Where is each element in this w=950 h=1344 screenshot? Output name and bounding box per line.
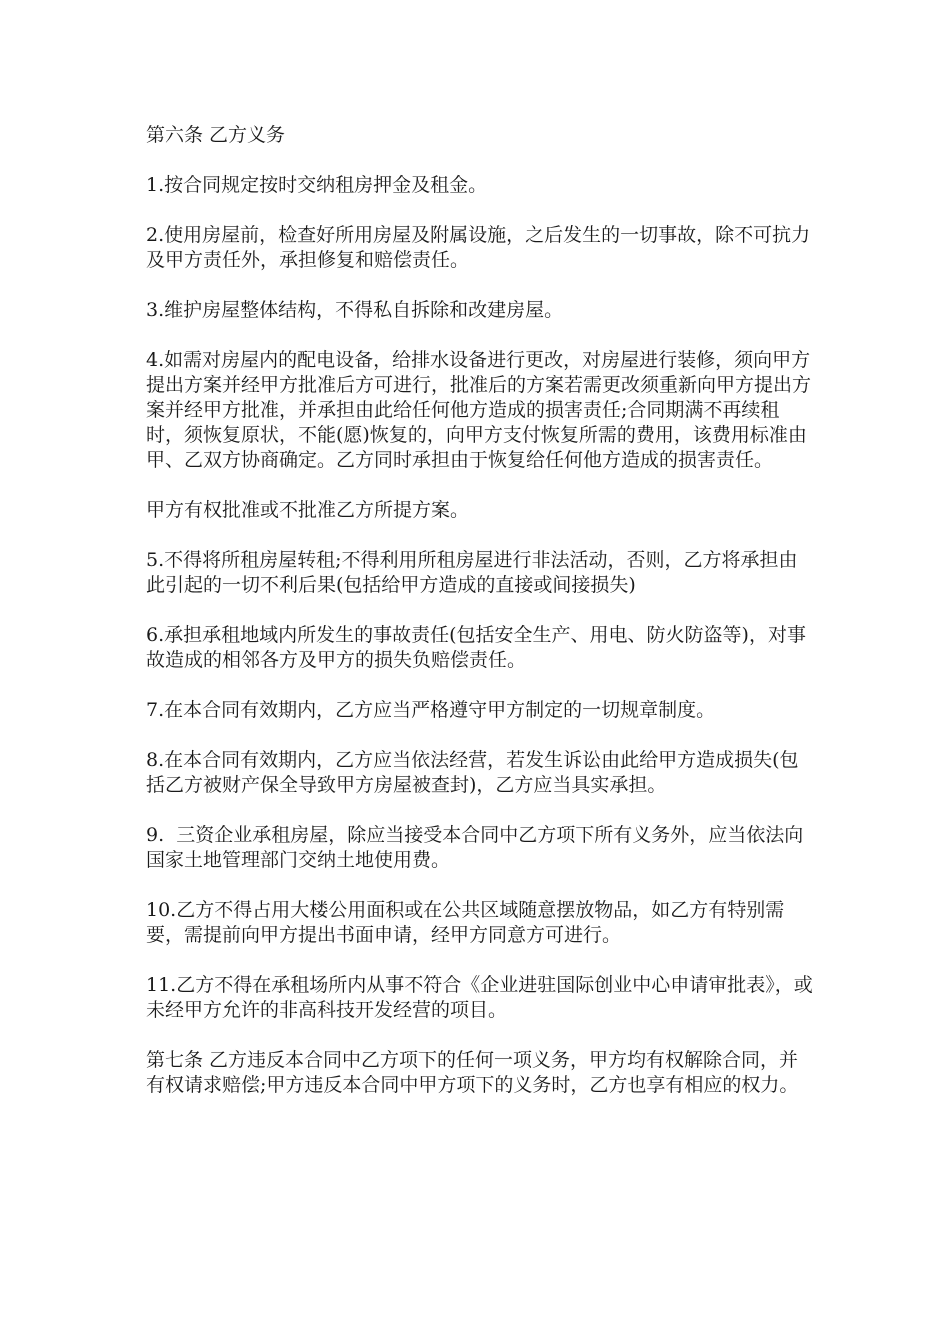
- clause-8: 8.在本合同有效期内，乙方应当依法经营，若发生诉讼由此给甲方造成损失(包括乙方被财产保全导致甲方房屋被查封)，乙方应当具实承担。: [146, 749, 799, 796]
- clause-2: 2.使用房屋前，检查好所用房屋及附属设施，之后发生的一切事故，除不可抗力及甲方责任外，承担修复和赔偿责任。: [146, 224, 811, 271]
- clause-5: 5.不得将所租房屋转租;不得利用所租房屋进行非法活动，否则，乙方将承担由此引起的一切不利后果(包括给甲方造成的直接或间接损失): [146, 549, 798, 596]
- section-article-7: 第七条 乙方违反本合同中乙方项下的任何一项义务，甲方均有权解除合同，并有权请求赔偿;甲方违反本合同中甲方项下的义务时，乙方也享有相应的权力。: [146, 1049, 799, 1096]
- clause-6: 6.承担承租地域内所发生的事故责任(包括安全生产、用电、防火防盗等)，对事故造成的相邻各方及甲方的损失负赔偿责任。: [146, 624, 806, 671]
- section-heading-article-6: 第六条 乙方义务: [146, 124, 286, 146]
- clause-9: 9. 三资企业承租房屋，除应当接受本合同中乙方项下所有义务外，应当依法向国家土地管理部门交纳土地使用费。: [146, 824, 804, 871]
- clause-1: 1.按合同规定按时交纳租房押金及租金。: [146, 174, 488, 196]
- clause-7: 7.在本合同有效期内，乙方应当严格遵守甲方制定的一切规章制度。: [146, 699, 716, 721]
- clause-4: 4.如需对房屋内的配电设备，给排水设备进行更改，对房屋进行装修，须向甲方提出方案并经甲方批准后方可进行，批准后的方案若需更改须重新向甲方提出方案并经甲方批准，并承担由此给任何他方造成的损害责任;合同期满不再续租时，须恢复原状，不能(愿)恢复的，向甲方支付恢复所需的费用，该费用标准由甲、乙双方协商确定。乙方同时承担由于恢复给任何他方造成的损害责任。: [146, 349, 812, 471]
- clause-10: 10.乙方不得占用大楼公用面积或在公共区域随意摆放物品，如乙方有特别需要，需提前向甲方提出书面申请，经甲方同意方可进行。: [146, 899, 785, 946]
- clause-4-note: 甲方有权批准或不批准乙方所提方案。: [146, 499, 470, 521]
- clause-11: 11.乙方不得在承租场所内从事不符合《企业进驻国际创业中心申请审批表》，或未经甲方允许的非高科技开发经营的项目。: [146, 974, 813, 1021]
- clause-3: 3.维护房屋整体结构，不得私自拆除和改建房屋。: [146, 299, 564, 321]
- document-body: [146, 123, 814, 1123]
